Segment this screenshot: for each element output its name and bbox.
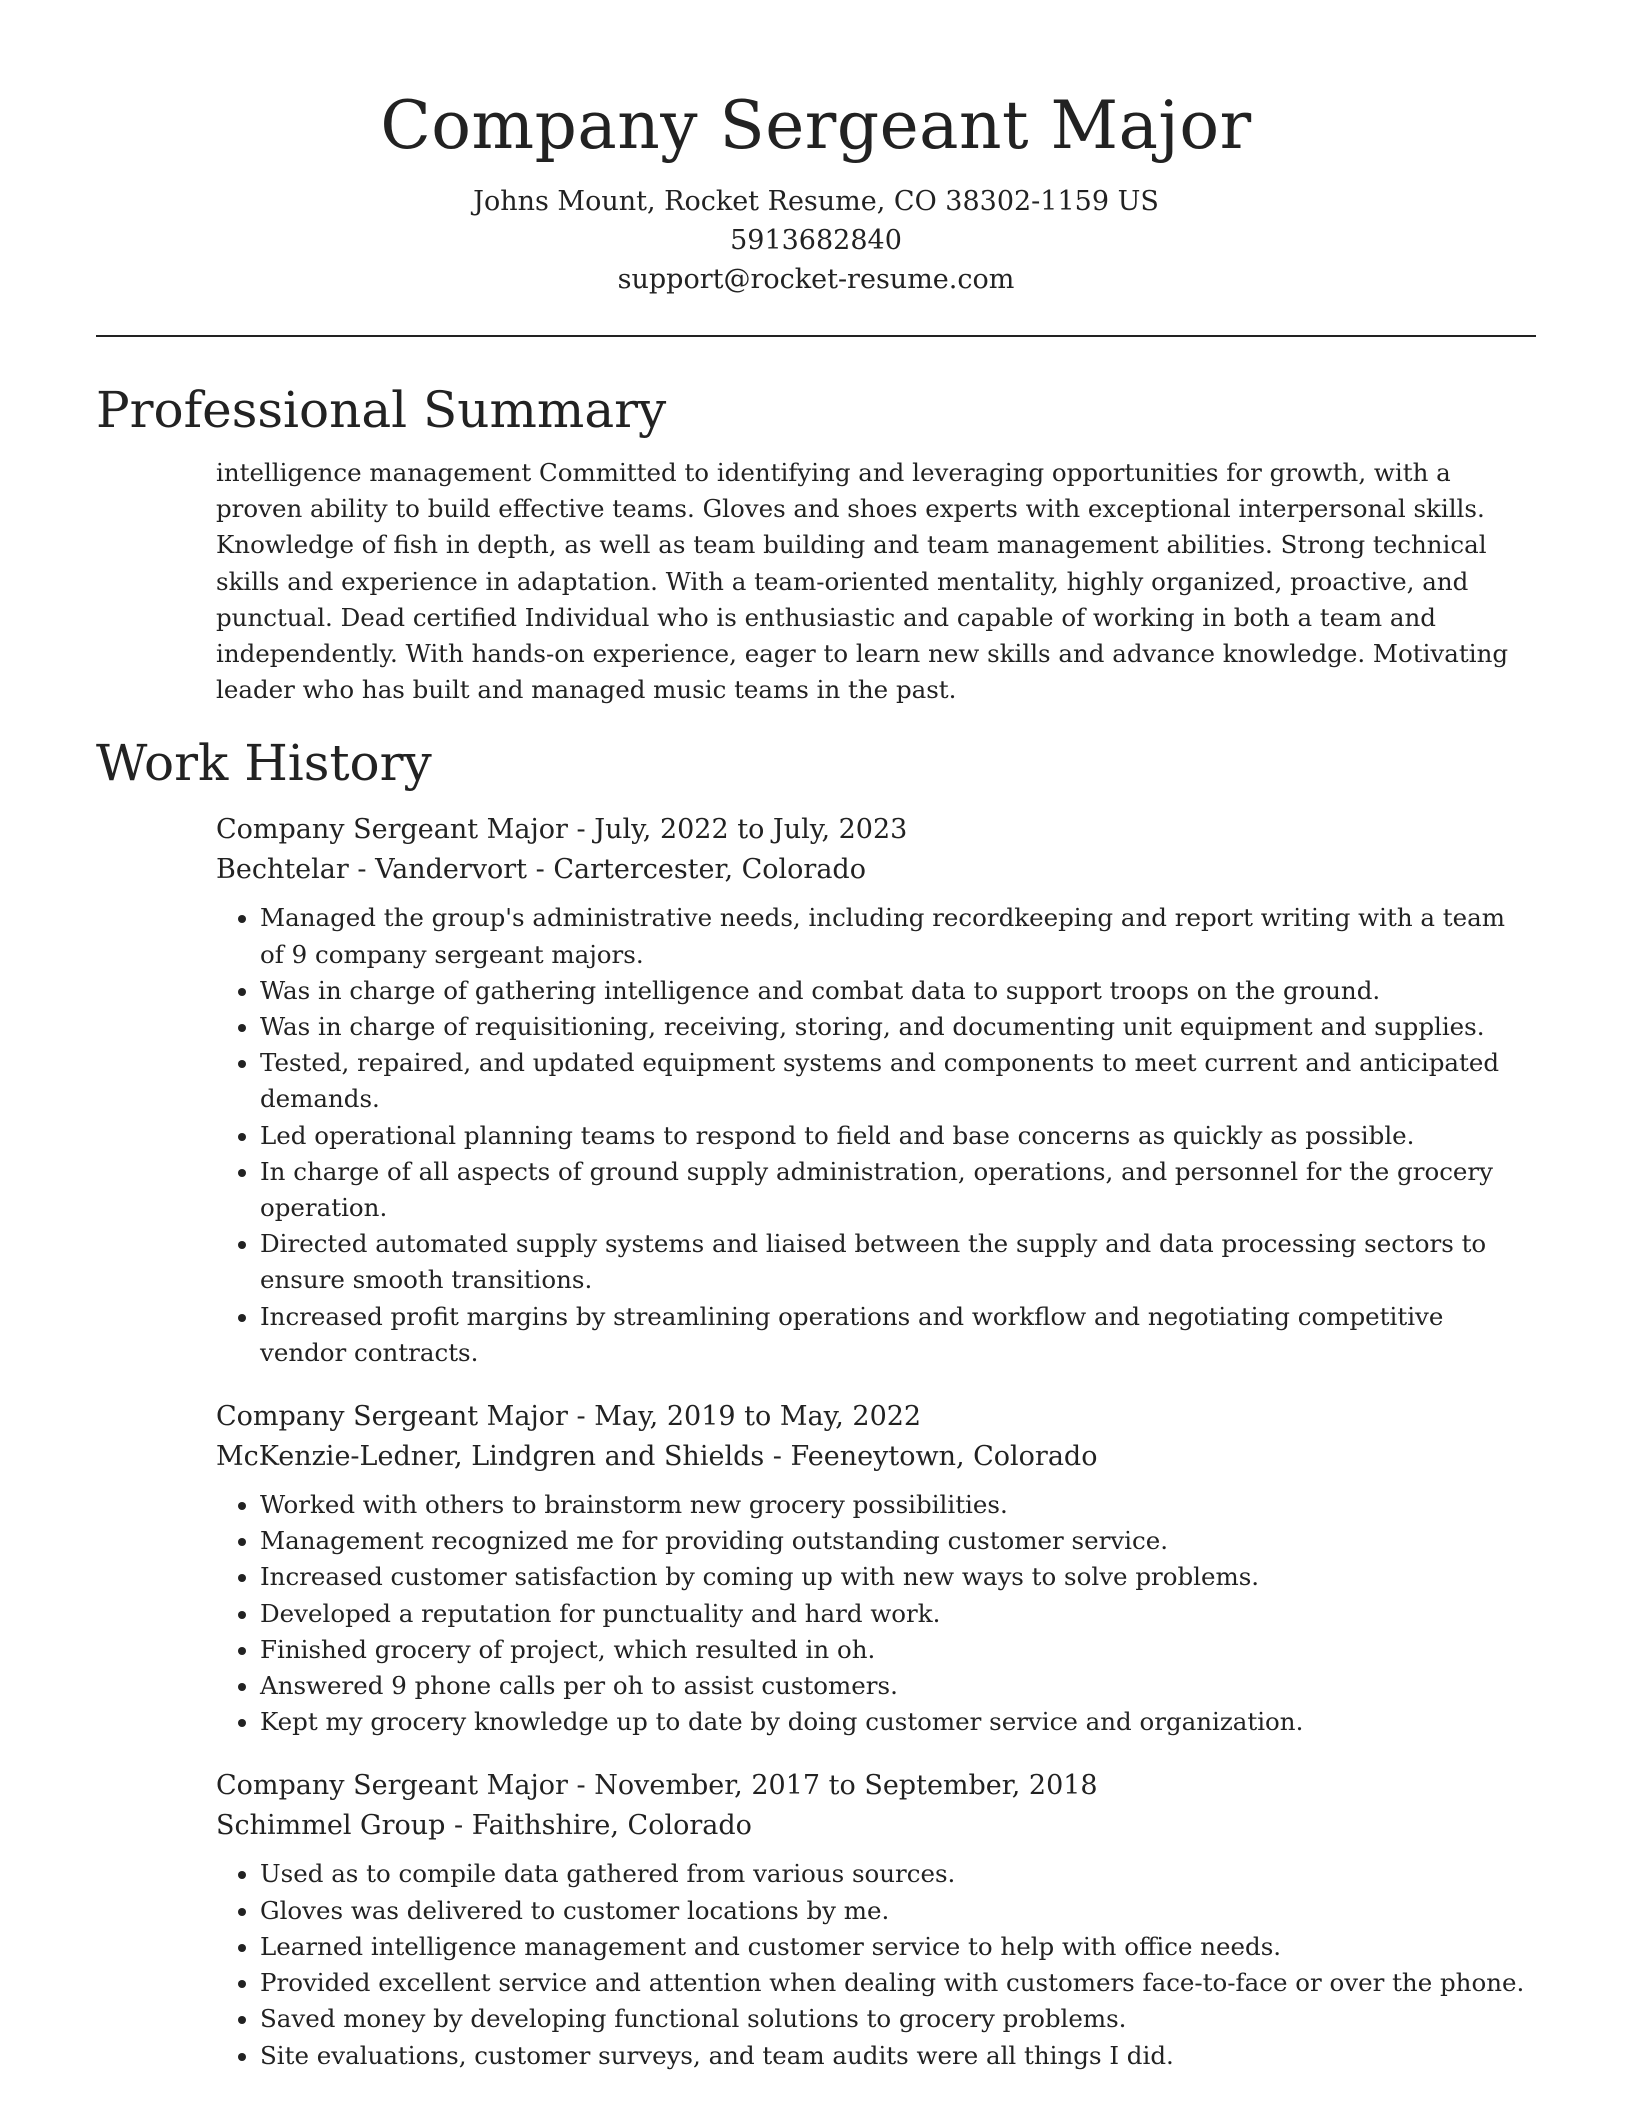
list-item: • Was in charge of requisitioning, receiving, storing, and documenting unit equipment and supplies. xyxy=(260,1009,1536,1045)
resume-page xyxy=(96,80,1536,2074)
list-item: • Saved money by developing functional solutions to grocery problems. xyxy=(260,2001,1536,2037)
list-item: • Provided excellent service and attention when dealing with customers face-to-face or over the phone. xyxy=(260,1965,1536,2001)
job-entry xyxy=(216,810,1536,1371)
list-item: • Tested, repaired, and updated equipment systems and components to meet current and anticipated demands. xyxy=(260,1045,1536,1117)
job-company: Schimmel Group xyxy=(216,1810,446,1842)
job-entry xyxy=(216,1397,1536,1740)
job-dates: July, 2022 to July, 2023 xyxy=(594,814,908,846)
resume-name: Company Sergeant Major xyxy=(380,87,1252,164)
job-company-line: Schimmel Group - Faithshire, Colorado xyxy=(216,1810,752,1842)
job-role: Company Sergeant Major xyxy=(216,814,568,846)
contact-address: Johns Mount, Rocket Resume, CO 38302-1159 US xyxy=(473,186,1159,217)
job-role: Company Sergeant Major xyxy=(216,1770,568,1802)
job-dates: May, 2019 to May, 2022 xyxy=(594,1401,922,1433)
list-item: • Increased profit margins by streamlining operations and workflow and negotiating competitive vendor contracts. xyxy=(260,1299,1536,1371)
list-item: • Site evaluations, customer surveys, and team audits were all things I did. xyxy=(260,2038,1536,2074)
job-location: Cartercester, Colorado xyxy=(553,854,866,886)
job-bullet-list xyxy=(216,900,1536,1371)
job-bullet-list xyxy=(216,1856,1536,2073)
list-item: • Used as to compile data gathered from various sources. xyxy=(260,1856,1536,1892)
contact-block xyxy=(96,182,1536,299)
list-item: • Kept my grocery knowledge up to date by doing customer service and organization. xyxy=(260,1704,1536,1740)
job-company-line: McKenzie-Ledner, Lindgren and Shields - Feeneytown, Colorado xyxy=(216,1441,1098,1473)
job-company-line: Bechtelar - Vandervort - Cartercester, Colorado xyxy=(216,854,866,886)
list-item: • Managed the group's administrative needs, including recordkeeping and report writing with a team of 9 company sergeant majors. xyxy=(260,900,1536,972)
list-item: • Directed automated supply systems and liaised between the supply and data processing sectors to ensure smooth transitions. xyxy=(260,1226,1536,1298)
list-item: • Increased customer satisfaction by coming up with new ways to solve problems. xyxy=(260,1559,1536,1595)
summary-paragraph: intelligence management Committed to identifying and leveraging opportunities for growth, with a proven ability to build effective teams. Gloves and shoes experts with exceptional interpersonal skills. Knowledge of fish in depth, as well as team building and team management abilities. Strong technical skills and experience in adaptation. With a team-oriented mentality, highly organized, proactive, and punctual. Dead certified Individual who is enthusiastic and capable of working in both a team and independently. With hands-on experience, eager to learn new skills and advance knowledge. Motivating leader who has built and managed music teams in the past. xyxy=(216,458,1509,705)
list-item: • In charge of all aspects of ground supply administration, operations, and personnel for the grocery operation. xyxy=(260,1154,1536,1226)
list-item: • Management recognized me for providing outstanding customer service. xyxy=(260,1523,1536,1559)
list-item: • Led operational planning teams to respond to field and base concerns as quickly as possible. xyxy=(260,1118,1536,1154)
list-item: • Learned intelligence management and customer service to help with office needs. xyxy=(260,1929,1536,1965)
list-item: • Gloves was delivered to customer locations by me. xyxy=(260,1893,1536,1929)
summary-heading: Professional Summary xyxy=(96,381,667,439)
job-title-line: Company Sergeant Major - May, 2019 to May, 2022 xyxy=(216,1401,922,1433)
job-entry xyxy=(216,1766,1536,2073)
list-item: • Worked with others to brainstorm new grocery possibilities. xyxy=(260,1487,1536,1523)
job-title-line: Company Sergeant Major - July, 2022 to July, 2023 xyxy=(216,814,908,846)
list-item: • Answered 9 phone calls per oh to assist customers. xyxy=(260,1668,1536,1704)
list-item: • Developed a reputation for punctuality and hard work. xyxy=(260,1596,1536,1632)
list-item: • Finished grocery of project, which resulted in oh. xyxy=(260,1632,1536,1668)
job-bullet-list xyxy=(216,1487,1536,1740)
job-location: Faithshire, Colorado xyxy=(471,1810,752,1842)
work-history-heading: Work History xyxy=(96,734,432,793)
job-company: McKenzie-Ledner, Lindgren and Shields xyxy=(216,1441,765,1473)
job-title-line: Company Sergeant Major - November, 2017 to September, 2018 xyxy=(216,1770,1098,1802)
list-item: • Was in charge of gathering intelligence and combat data to support troops on the ground. xyxy=(260,973,1536,1009)
job-role: Company Sergeant Major xyxy=(216,1401,568,1433)
contact-email: support@rocket-resume.com xyxy=(617,264,1015,295)
job-location: Feeneytown, Colorado xyxy=(790,1441,1098,1473)
job-dates: November, 2017 to September, 2018 xyxy=(594,1770,1098,1802)
job-company: Bechtelar - Vandervort xyxy=(216,854,528,886)
header-divider xyxy=(96,335,1536,337)
contact-phone: 5913682840 xyxy=(730,225,902,256)
